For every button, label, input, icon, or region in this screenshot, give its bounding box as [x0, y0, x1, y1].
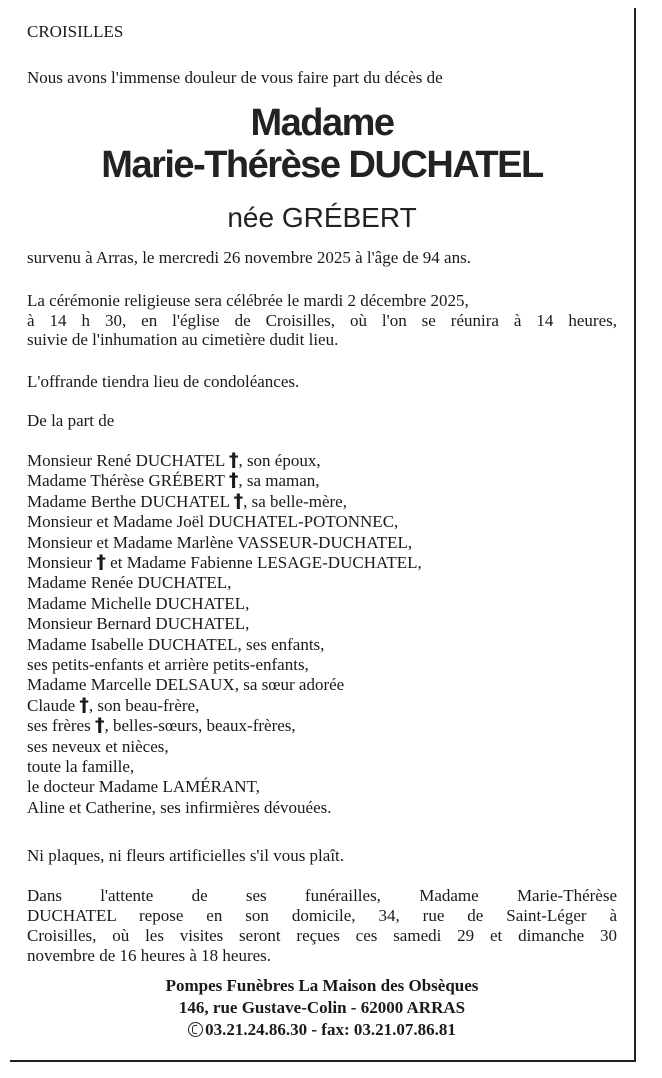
family-line — [27, 471, 320, 490]
maiden-name: née GRÉBERT — [227, 202, 417, 233]
family-line-text: Monsieur — [27, 553, 97, 572]
cross-icon: † — [228, 469, 239, 491]
family-line — [27, 737, 169, 756]
family-line-text: , son époux, — [238, 451, 321, 470]
family-line — [27, 635, 324, 654]
cross-icon: † — [228, 449, 239, 471]
from-label: De la part de — [27, 411, 115, 430]
family-line — [27, 798, 331, 817]
family-line-text: , sa maman, — [238, 471, 320, 490]
offering-line: L'offrande tiendra lieu de condoléances. — [27, 372, 300, 391]
deceased-title: Madame — [250, 102, 394, 144]
town-name: CROISILLES — [27, 22, 124, 41]
family-line-text: , son beau-frère, — [88, 696, 200, 715]
family-line-text: le docteur Madame LAMÉRANT, — [27, 777, 260, 796]
family-line-text: Claude — [27, 696, 80, 715]
family-line-text: ses frères — [27, 716, 95, 735]
visit-line: Croisilles, où les visites seront reçues ces samedi 29 et dimanche 30 — [27, 926, 617, 945]
family-line-text: , sa belle-mère, — [243, 492, 347, 511]
family-line-text: Madame Isabelle DUCHATEL, ses enfants, — [27, 635, 325, 654]
family-line-text: Madame Renée DUCHATEL, — [27, 573, 232, 592]
family-line-text: ses petits-enfants et arrière petits-enfants, — [27, 655, 309, 674]
family-line — [27, 553, 422, 572]
family-line — [27, 757, 134, 776]
family-line-text: Monsieur Bernard DUCHATEL, — [27, 614, 250, 633]
family-line — [27, 675, 344, 694]
ceremony-line: à 14 h 30, en l'église de Croisilles, où l'on se réunira à 14 heures, — [27, 311, 617, 330]
family-line-text: , belles-sœurs, beaux-frères, — [104, 716, 296, 735]
visit-line: novembre de 16 heures à 18 heures. — [27, 946, 272, 965]
family-line — [27, 594, 249, 613]
no-flowers-line: Ni plaques, ni fleurs artificielles s'il vous plaît. — [27, 846, 345, 865]
funeral-home-contact — [10, 1020, 634, 1040]
family-line-text: Monsieur et Madame Joël DUCHATEL-POTONNEC, — [27, 512, 399, 531]
family-line — [27, 716, 296, 735]
family-line — [27, 573, 231, 592]
family-line-text: Monsieur René DUCHATEL — [27, 451, 229, 470]
family-line — [27, 512, 398, 531]
family-line-text: Madame Berthe DUCHATEL — [27, 492, 234, 511]
death-line: survenu à Arras, le mercredi 26 novembre 2025 à l'âge de 94 ans. — [27, 248, 471, 267]
obituary-notice — [10, 8, 636, 1062]
cross-icon: † — [94, 714, 105, 736]
telephone-icon — [188, 1022, 203, 1037]
family-line — [27, 696, 199, 715]
family-line-text: et Madame Fabienne LESAGE-DUCHATEL, — [105, 553, 422, 572]
cross-icon: † — [79, 694, 89, 716]
family-line — [27, 492, 347, 511]
intro-line: Nous avons l'immense douleur de vous faire part du décès de — [27, 68, 443, 87]
funeral-home-address: 146, rue Gustave-Colin - 62000 ARRAS — [178, 998, 466, 1017]
ceremony-line: La cérémonie religieuse sera célébrée le mardi 2 décembre 2025, — [27, 291, 469, 310]
visit-line: DUCHATEL repose en son domicile, 34, rue de Saint-Léger à — [27, 906, 617, 925]
cross-icon: † — [96, 551, 106, 573]
family-line — [27, 614, 249, 633]
deceased-name: Marie-Thérèse DUCHATEL — [101, 144, 543, 186]
family-line — [27, 777, 260, 796]
ceremony-line: suivie de l'inhumation au cimetière dudit lieu. — [27, 330, 339, 349]
phone-fax: 03.21.24.86.30 - fax: 03.21.07.86.81 — [205, 1020, 456, 1039]
visit-line: Dans l'attente de ses funérailles, Madame Marie-Thérèse — [27, 886, 617, 905]
family-line-text: Madame Michelle DUCHATEL, — [27, 594, 250, 613]
funeral-home-name: Pompes Funèbres La Maison des Obsèques — [165, 976, 479, 995]
family-line-text: Madame Thérèse GRÉBERT — [27, 471, 229, 490]
family-line-text: Madame Marcelle DELSAUX, sa sœur adorée — [27, 675, 345, 694]
family-line-text: ses neveux et nièces, — [27, 737, 169, 756]
family-line — [27, 533, 412, 552]
family-line — [27, 655, 309, 674]
cross-icon: † — [233, 490, 244, 512]
family-line-text: toute la famille, — [27, 757, 135, 776]
family-line — [27, 451, 321, 470]
family-line-text: Aline et Catherine, ses infirmières dévouées. — [27, 798, 332, 817]
family-line-text: Monsieur et Madame Marlène VASSEUR-DUCHATEL, — [27, 533, 413, 552]
